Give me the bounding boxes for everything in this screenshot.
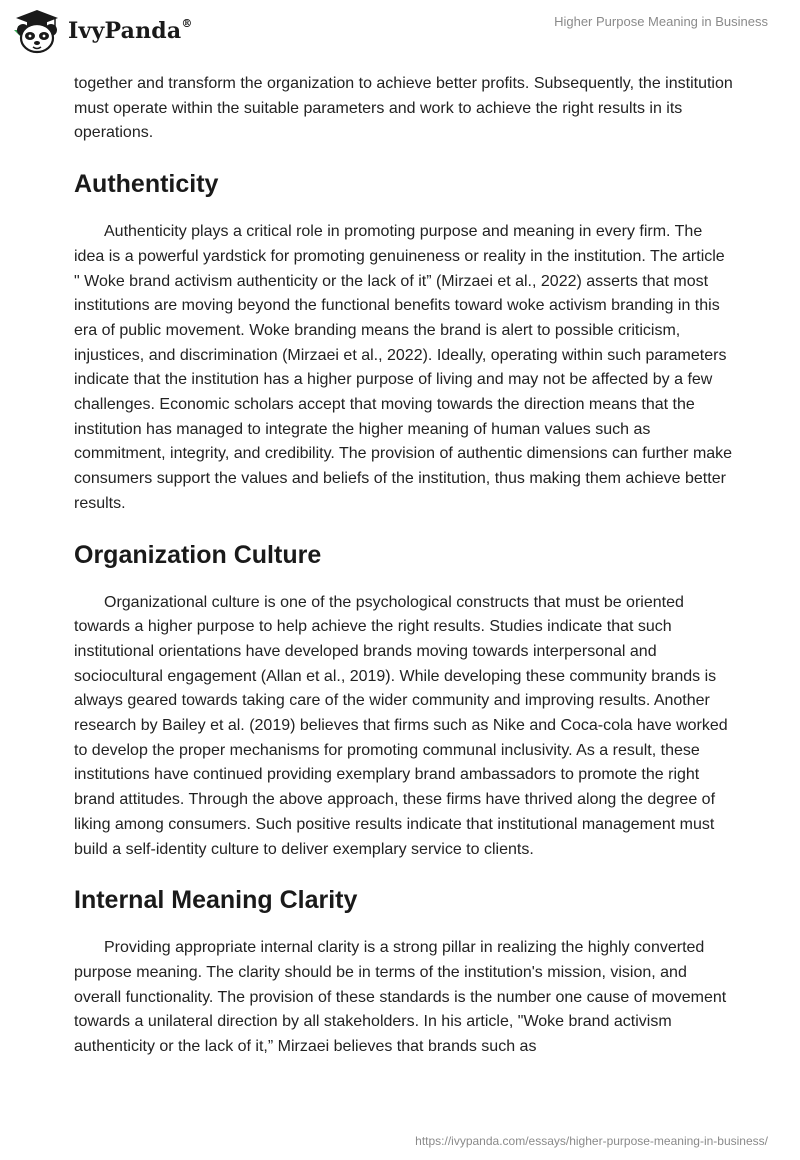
trademark-symbol: ®: [181, 16, 193, 30]
section-heading-internal-meaning-clarity: Internal Meaning Clarity: [74, 886, 358, 915]
section-paragraph-organization-culture: Organizational culture is one of the psychological constructs that must be oriented towards a higher purpose to help achieve the right results. Studies indicate that such institutional orientations have developed brands moving towards interpersonal and sociocultural engagement (Allan et al., 2019). While developing these community brands is always geared towards taking care of the wider community and improving results. Another research by Bailey et al. (2019) believes that firms such as Nike and Coca-cola have worked to develop the proper mechanisms for promoting communal inclusivity. As a result, these institutions have continued providing exemplary brand ambassadors to promote the right brand attitudes. Through the above approach, these firms have thrived along the degree of liking among consumers. Such positive results indicate that institutional management must build a self-identity culture to deliver exemplary service to clients.: [74, 593, 728, 858]
panda-graduate-icon: [12, 8, 62, 54]
section-heading-authenticity: Authenticity: [74, 170, 219, 199]
section-heading-organization-culture: Organization Culture: [74, 540, 322, 569]
brand-name: IvyPanda®: [68, 16, 193, 44]
site-logo[interactable]: [12, 8, 193, 54]
running-title: Higher Purpose Meaning in Business: [554, 14, 768, 29]
section-paragraph-internal-meaning-clarity: Providing appropriate internal clarity is a strong pillar in realizing the highly converted purpose meaning. The clarity should be in terms of the institution's mission, vision, and overall functionality. The provision of these standards is the number one cause of movement towards a unilateral direction by all stakeholders. In his article, "Woke brand activism authenticity or the lack of it,” Mirzaei believes that brands such as: [74, 939, 727, 1056]
article-body: [74, 72, 734, 1060]
section-paragraph-authenticity: Authenticity plays a critical role in promoting purpose and meaning in every firm. The idea is a powerful yardstick for promoting genuineness or reality in the institution. The article " Woke brand activism authenticity or the lack of it” (Mirzaei et al., 2022) asserts that most institutions are moving beyond the functional benefits toward woke activism branding in this era of public movement. Woke branding means the brand is alert to possible criticism, injustices, and discrimination (Mirzaei et al., 2022). Ideally, operating within such parameters indicate that the institution has a higher purpose of living and may not be affected by a few challenges. Economic scholars accept that moving towards the direction means that the institution has managed to integrate the higher meaning of human values such as commitment, integrity, and credibility. The provision of authentic dimensions can further make consumers support the values and beliefs of the institution, thus making them achieve better results.: [74, 223, 733, 512]
page-header: [0, 0, 800, 64]
intro-paragraph: together and transform the organization to achieve better profits. Subsequently, the institution must operate within the suitable parameters and work to achieve the right results in its operations.: [74, 75, 733, 142]
source-url[interactable]: https://ivypanda.com/essays/higher-purpose-meaning-in-business/: [415, 1134, 768, 1148]
